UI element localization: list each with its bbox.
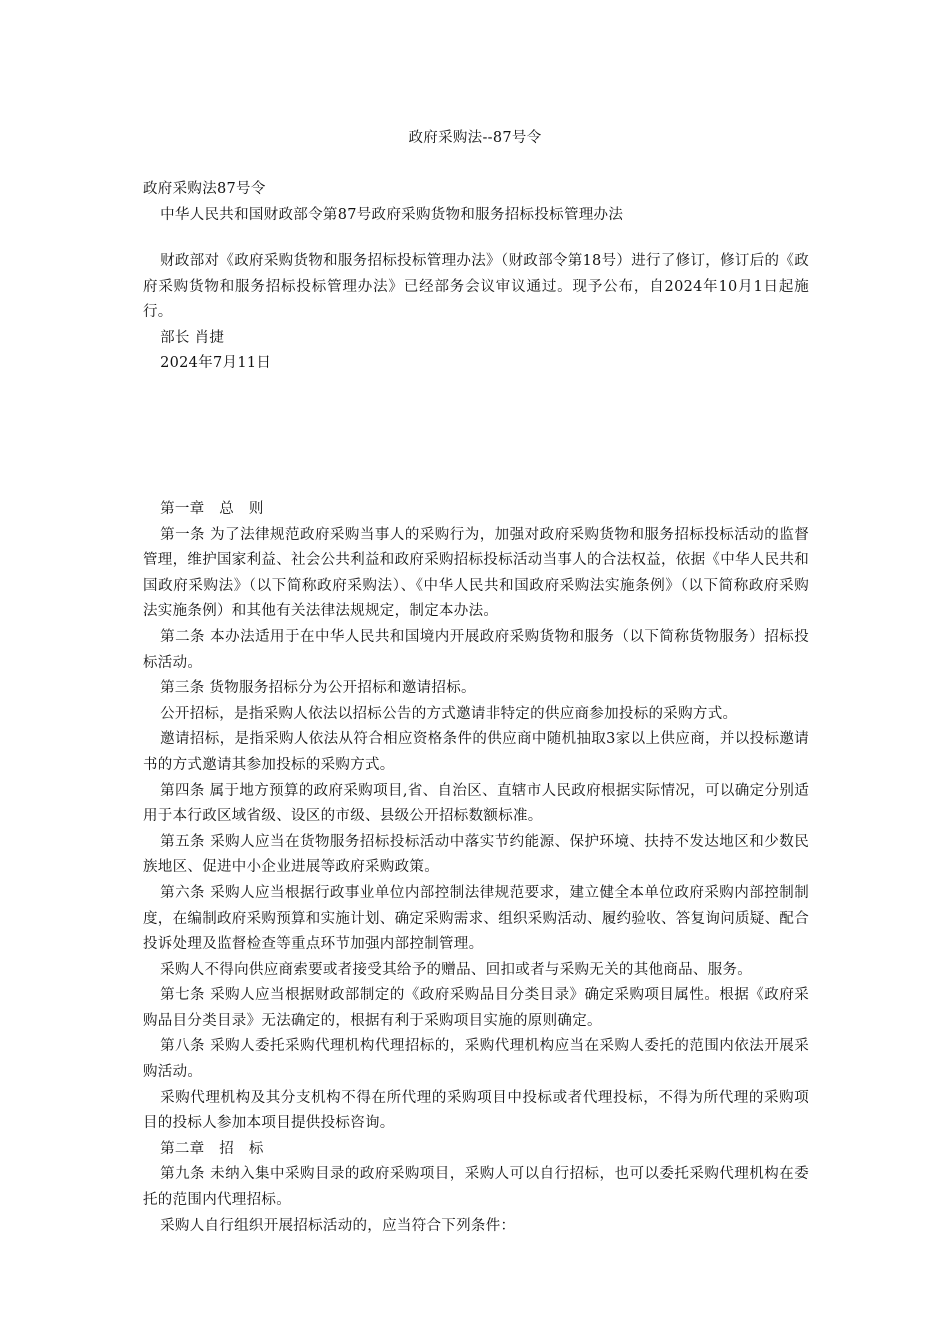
chapter-heading: 第一章 总 则 xyxy=(160,501,264,517)
body-paragraph: 第五条 采购人应当在货物服务招标投标活动中落实节约能源、保护环境、扶持不发达地区和少数民族地区、促进中小企业进展等政府采购政策。 xyxy=(143,833,809,876)
body-paragraph: 第六条 采购人应当根据行政事业单位内部控制法律规范要求，建立健全本单位政府采购内部控制制度，在编制政府采购预算和实施计划、确定采购需求、组织采购活动、履约验收、答复询问质疑、配合投诉处理及监督检查等重点环节加强内部控制管理。 xyxy=(143,884,809,953)
body-paragraph: 采购人不得向供应商索要或者接受其给予的赠品、回扣或者与采购无关的其他商品、服务。 xyxy=(160,961,753,978)
body-paragraph: 第七条 采购人应当根据财政部制定的《政府采购品目分类目录》确定采购项目属性。根据《政府采购品目分类目录》无法确定的，根据有利于采购项目实施的原则确定。 xyxy=(143,987,809,1029)
body-paragraph: 第一条 为了法律规范政府采购当事人的采购行为，加强对政府采购货物和服务招标投标活动的监督管理，维护国家利益、社会公共利益和政府采购招标投标活动当事人的合法权益，依据《中华人民共和国政府采购法》（以下简称政府采购法）、《中华人民共和国政府采购法实施条例》（以下简称政府采购法实施条例）和其他有关法律法规规定，制定本办法。 xyxy=(143,526,809,620)
body-paragraph: 采购代理机构及其分支机构不得在所代理的采购项目中投标或者代理投标，不得为所代理的采购项目的投标人参加本项目提供投标咨询。 xyxy=(143,1089,809,1132)
decree-section xyxy=(143,249,809,377)
body-paragraph: 第二条 本办法适用于在中华人民共和国境内开展政府采购货物和服务（以下简称货物服务）招标投标活动。 xyxy=(143,628,809,671)
chapter-heading: 第二章 招 标 xyxy=(160,1140,264,1157)
body-paragraph: 采购人自行组织开展招标活动的，应当符合下列条件： xyxy=(160,1217,516,1234)
body-paragraph: 公开招标，是指采购人依法以招标公告的方式邀请非特定的供应商参加投标的采购方式。 xyxy=(160,705,738,722)
body-paragraph: 第八条 采购人委托采购代理机构代理招标的，采购代理机构应当在采购人委托的范围内依法开展采购活动。 xyxy=(143,1038,809,1081)
document-title: 政府采购法--87号令 xyxy=(408,130,542,146)
header-line-2: 中华人民共和国财政部令第87号政府采购货物和服务招标投标管理办法 xyxy=(160,206,624,223)
document-header xyxy=(143,177,809,228)
decree-date: 2024年7月11日 xyxy=(160,355,272,372)
document-body xyxy=(143,497,809,1239)
body-paragraph: 第四条 属于地方预算的政府采购项目,省、自治区、直辖市人民政府根据实际情况，可以确定分别适用于本行政区域省级、设区的市级、县级公开招标数额标准。 xyxy=(143,782,809,825)
body-paragraph: 第三条 货物服务招标分为公开招标和邀请招标。 xyxy=(160,680,476,697)
body-paragraph: 邀请招标，是指采购人依法从符合相应资格条件的供应商中随机抽取3家以上供应商，并以投标邀请书的方式邀请其参加投标的采购方式。 xyxy=(143,731,809,773)
decree-paragraph: 财政部对《政府采购货物和服务招标投标管理办法》（财政部令第18号）进行了修订，修订后的《政府采购货物和服务招标投标管理办法》已经部务会议审议通过。现予公布，自2024年10月1日起施行。 xyxy=(143,253,809,321)
decree-signer: 部长 肖捷 xyxy=(160,329,225,346)
header-line-1: 政府采购法87号令 xyxy=(143,181,266,197)
body-paragraph: 第九条 未纳入集中采购目录的政府采购项目，采购人可以自行招标，也可以委托采购代理机构在委托的范围内代理招标。 xyxy=(143,1166,809,1209)
